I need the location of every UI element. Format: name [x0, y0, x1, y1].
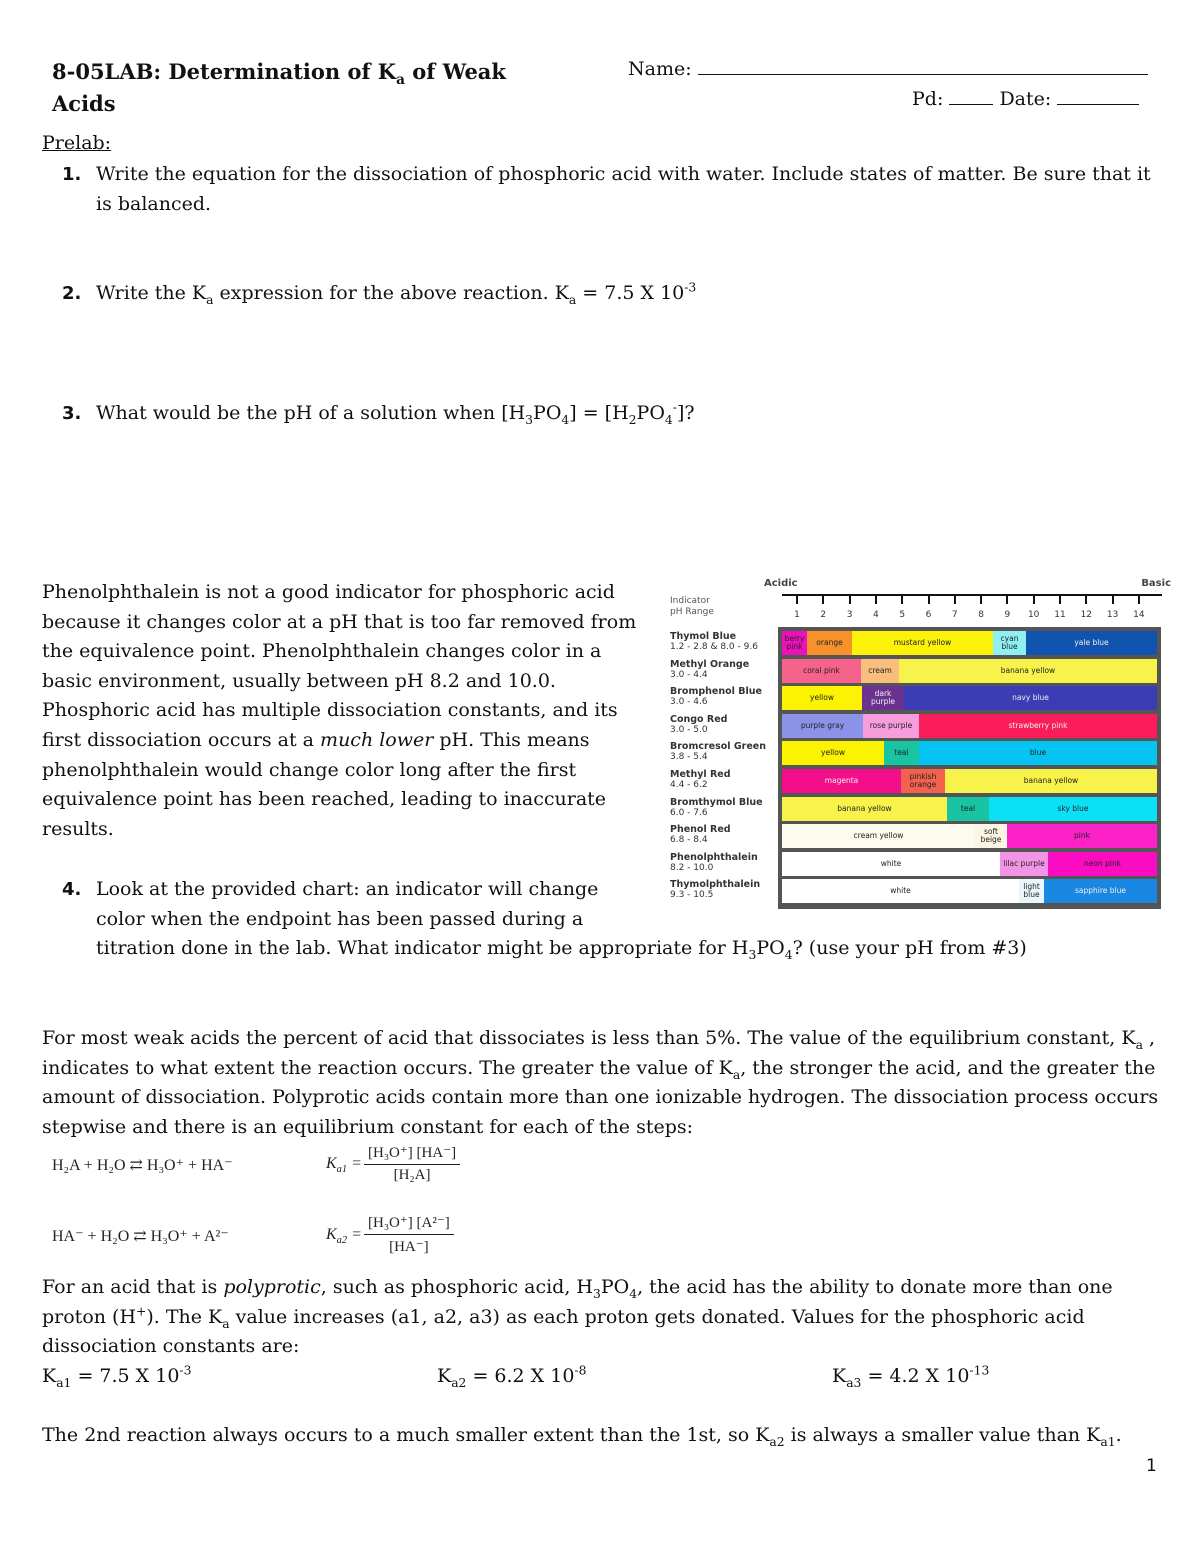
color-segment: yellow [782, 741, 884, 765]
color-segment: orange [807, 631, 852, 655]
indicator-label: Thymol Blue 1.2 - 2.8 & 8.0 - 9.6 [670, 631, 758, 652]
ph-tick-label: 12 [1080, 610, 1093, 620]
indicator-label: Phenolphthalein 8.2 - 10.0 [670, 851, 758, 873]
indicator-color-band [782, 631, 1157, 655]
indicator-label: Methyl Red 4.4 - 6.2 [670, 769, 731, 790]
color-segment: dark purple [862, 686, 904, 710]
color-segment: blue [919, 741, 1157, 765]
prelab-heading: Prelab: [42, 132, 112, 154]
indicator-color-band [782, 797, 1157, 821]
ph-tick [954, 594, 956, 604]
indicator-color-band [782, 769, 1157, 793]
color-segment: mustard yellow [852, 631, 993, 655]
ka3-value: $K_{a3} = 4.2$ X $10^{-13}$ [832, 1363, 990, 1390]
ph-tick [980, 594, 982, 604]
color-segment: neon pink [1048, 852, 1157, 876]
color-segment: strawberry pink [919, 714, 1157, 738]
date-label: Date: [999, 88, 1052, 110]
question-text: Write the equation for the dissociation of phosphoric acid with water. Include states of matter. Be sure that it is balanced. [96, 163, 1151, 215]
name-blank[interactable] [698, 58, 1148, 75]
ka2-value: $K_{a2} = 6.2$ X $10^{-8}$ [437, 1363, 587, 1390]
ka2-label: $K_{a2}$ = [326, 1226, 362, 1247]
color-segment: rose purple [863, 714, 919, 738]
ph-tick [796, 594, 798, 604]
ph-tick [928, 594, 930, 604]
color-segment: soft beige [975, 824, 1007, 848]
ph-tick-label: 9 [1004, 610, 1011, 620]
color-segment: cyan blue [993, 631, 1026, 655]
ph-tick-label: 7 [951, 610, 958, 620]
basic-label: Basic [1141, 578, 1171, 589]
color-segment: yale blue [1026, 631, 1157, 655]
ph-tick-label: 1 [794, 610, 800, 620]
question-2 [62, 279, 1162, 309]
color-segment: navy blue [904, 686, 1157, 710]
indicator-color-band [782, 659, 1157, 683]
worksheet-title: 8-05LAB: Determination of $K_a$ of Weak Acids [52, 59, 506, 116]
color-segment: sapphire blue [1044, 879, 1157, 903]
question-text: What would be the pH of a solution when $[H_3PO_4] = [H_2PO_4^-]$? [96, 400, 695, 427]
indicator-color-band [782, 852, 1157, 876]
final-sentence: The 2nd reaction always occurs to a much smaller extent than the 1st, so $K_{a2}$ is always a smaller value than $K_{a1}$. [42, 1424, 1122, 1449]
ka1-expression: $\frac{\text{[H₃O⁺] [HA⁻]}}{\text{[H₂A]}}$ [364, 1143, 460, 1184]
ph-tick [875, 594, 877, 604]
color-segment: purple gray [782, 714, 863, 738]
ph-tick-label: 11 [1054, 610, 1066, 620]
page-number: 1 [1146, 1456, 1157, 1476]
color-segment: white [782, 852, 1000, 876]
indicator-color-band [782, 741, 1157, 765]
ph-tick [1059, 594, 1061, 604]
ph-tick [1085, 594, 1087, 604]
color-segment: banana yellow [945, 769, 1157, 793]
acidic-label: Acidic [764, 578, 798, 589]
indicator-ph-chart [666, 578, 1171, 914]
question-text: Look at the provided chart: an indicator will change color when the endpoint has been passed during a titration done in the lab. What indicator might be appropriate for $H_3PO_4$? (use your pH from #3) [96, 878, 1027, 962]
question-number: 3. [62, 403, 82, 424]
ph-tick-label: 13 [1106, 610, 1119, 620]
color-segment: cream yellow [782, 824, 975, 848]
indicator-color-band [782, 714, 1157, 738]
indicator-label: Bromcresol Green 3.8 - 5.4 [670, 741, 766, 763]
name-field[interactable] [628, 58, 1148, 80]
question-number: 2. [62, 283, 82, 304]
ph-tick-label: 5 [899, 610, 906, 620]
question-number: 1. [62, 164, 82, 185]
color-segment: pink [1007, 824, 1157, 848]
color-segment: sky blue [989, 797, 1157, 821]
weak-acid-paragraph: For most weak acids the percent of acid that dissociates is less than 5%. The value of the equilibrium constant, $K_a$ , indicates to what extent the reaction occurs. The greater the value of $K_a$, the stronger the acid, and the greater the amount of dissociation. Polyprotic acids contain more than one ionizable hydrogen. The dissociation process occurs stepwise and there is an equilibrium constant for each of the steps: [42, 1027, 1159, 1138]
color-segment: banana yellow [782, 797, 947, 821]
question-number: 4. [62, 879, 82, 900]
ph-tick [849, 594, 851, 604]
question-1 [62, 160, 1162, 219]
ph-tick-label: 10 [1027, 610, 1040, 620]
reaction-1: H₂A + H₂O ⇄ H₃O⁺ + HA⁻ [52, 1157, 233, 1174]
color-segment: berry pink [782, 631, 807, 655]
color-segment: white [782, 879, 1019, 903]
pd-label: Pd: [912, 88, 944, 110]
color-segment: teal [884, 741, 919, 765]
question-4 [62, 875, 1162, 964]
reaction-2: HA⁻ + H₂O ⇄ H₃O⁺ + A²⁻ [52, 1228, 229, 1245]
indicator-label: Thymolphthalein 9.3 - 10.5 [670, 879, 761, 901]
color-segment: lilac purple [1000, 852, 1048, 876]
ph-tick-label: 6 [925, 610, 932, 620]
color-segment: pinkish orange [901, 769, 945, 793]
date-blank[interactable] [1057, 88, 1139, 105]
indicator-header: Indicator pH Range [670, 596, 714, 617]
indicator-label: Bromphenol Blue 3.0 - 4.6 [670, 686, 762, 708]
ph-tick [1006, 594, 1008, 604]
indicator-label: Phenol Red 6.8 - 8.4 [670, 824, 731, 846]
color-segment: coral pink [782, 659, 861, 683]
indicator-label: Congo Red 3.0 - 5.0 [670, 713, 728, 735]
indicator-color-band [782, 686, 1157, 710]
polyprotic-paragraph: For an acid that is polyprotic, such as phosphoric acid, $H_3PO_4$, the acid has the ability to donate more than one proton (H+). The $K_a$ value increases (a1, a2, a3) as each proton gets donated. Values for the phosphoric acid dissociation constants are: [42, 1276, 1113, 1358]
question-3 [62, 399, 1162, 429]
color-segment: light blue [1019, 879, 1044, 903]
color-segment: magenta [782, 769, 901, 793]
ph-tick-label: 8 [978, 610, 984, 620]
ph-tick [822, 594, 824, 604]
color-segment: cream [861, 659, 899, 683]
pd-blank[interactable] [949, 88, 993, 105]
question-text: Write the $K_a$ expression for the above reaction. $K_a = 7.5$ X $10^{-3}$ [96, 280, 697, 307]
ph-tick-label: 3 [846, 610, 853, 620]
indicator-label: Methyl Orange 3.0 - 4.4 [670, 658, 750, 680]
ph-tick [1033, 594, 1035, 604]
ph-tick [1138, 594, 1140, 604]
ph-tick [901, 594, 903, 604]
phenolphthalein-paragraph: Phenolphthalein is not a good indicator for phosphoric acid because it changes color at a pH that is too far removed from the equivalence point. Phenolphthalein changes color in a basic environment, usually between pH 8.2 and 10.0. Phosphoric acid has multiple dissociation constants, and its first dissociation occurs at a much lower pH. This means phenolphthalein would change color long after the first equivalence point has been reached, leading to inaccurate results. [42, 581, 637, 840]
ph-tick-label: 2 [820, 610, 827, 620]
name-label: Name: [628, 58, 692, 80]
ph-tick [1112, 594, 1114, 604]
ka1-label: $K_{a1}$ = [326, 1155, 362, 1176]
ph-axis [782, 594, 1162, 596]
ph-tick-label: 14 [1133, 610, 1145, 620]
color-segment: teal [947, 797, 989, 821]
indicator-label: Bromthymol Blue 6.0 - 7.6 [670, 796, 763, 818]
color-segment: yellow [782, 686, 862, 710]
pd-date-fields [912, 88, 1139, 110]
ka1-value: $K_{a1} = 7.5$ X $10^{-3}$ [42, 1363, 192, 1390]
ph-tick-label: 4 [873, 610, 879, 620]
indicator-color-band [782, 824, 1157, 848]
color-segment: banana yellow [899, 659, 1157, 683]
ka2-expression: $\frac{\text{[H₃O⁺] [A²⁻]}}{[HA^-]}$ [364, 1213, 454, 1256]
